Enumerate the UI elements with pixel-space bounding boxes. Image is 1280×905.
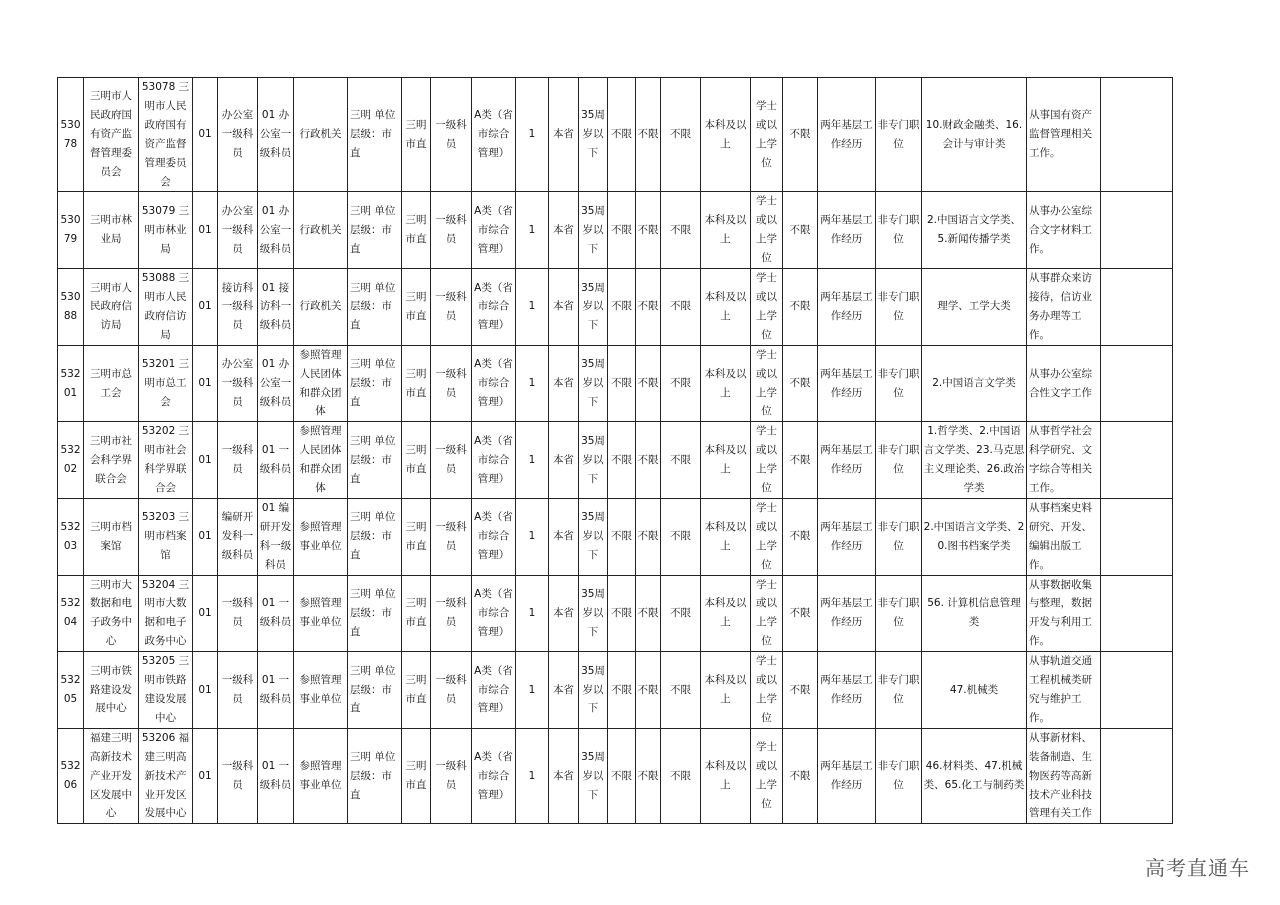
headcount: 1 <box>516 192 549 269</box>
position-name: 一级科员 <box>218 422 258 499</box>
position-name: 一级科员 <box>218 575 258 652</box>
unit-code-name: 53201 三明市总工会 <box>139 345 193 422</box>
gender: 不限 <box>608 192 636 269</box>
ethnicity: 不限 <box>636 345 661 422</box>
position-number: 01 <box>193 498 218 575</box>
major: 47.机械类 <box>922 652 1027 729</box>
position-name: 接访科一级科员 <box>218 269 258 346</box>
position-number: 01 <box>193 652 218 729</box>
position-name: 办公室一级科员 <box>218 192 258 269</box>
duties: 从事哲学社会科学研究、文字综合等相关工作。 <box>1027 422 1101 499</box>
unit-level: 三明 单位层级：市直 <box>348 575 402 652</box>
duties: 从事办公室综合文字材料工作。 <box>1027 192 1101 269</box>
position-code-name: 01 一级科员 <box>258 422 294 499</box>
remarks <box>1101 728 1173 824</box>
political-status: 不限 <box>661 192 701 269</box>
unit-nature: 行政机关 <box>294 78 348 192</box>
ethnicity: 不限 <box>636 192 661 269</box>
unit-nature: 参照管理人民团体和群众团体 <box>294 422 348 499</box>
age-limit: 35周岁以下 <box>579 269 608 346</box>
gender: 不限 <box>608 575 636 652</box>
degree: 学士或以上学位 <box>751 422 783 499</box>
position-name: 编研开发科一级科员 <box>218 498 258 575</box>
work-experience: 两年基层工作经历 <box>818 345 876 422</box>
exam-category: A类（省市综合管理） <box>472 345 516 422</box>
headcount: 1 <box>516 78 549 192</box>
position-rank: 一级科员 <box>431 652 472 729</box>
unit-level: 三明 单位层级：市直 <box>348 422 402 499</box>
work-experience: 两年基层工作经历 <box>818 652 876 729</box>
gender: 不限 <box>608 652 636 729</box>
headcount: 1 <box>516 575 549 652</box>
gender: 不限 <box>608 728 636 824</box>
political-status: 不限 <box>661 728 701 824</box>
position-code: 53079 <box>58 192 84 269</box>
remarks <box>1101 652 1173 729</box>
age-limit: 35周岁以下 <box>579 78 608 192</box>
remarks <box>1101 575 1173 652</box>
position-number: 01 <box>193 78 218 192</box>
position-code-name: 01 办公室一级科员 <box>258 78 294 192</box>
unit-nature: 参照管理人民团体和群众团体 <box>294 345 348 422</box>
exam-category: A类（省市综合管理） <box>472 575 516 652</box>
position-code: 53204 <box>58 575 84 652</box>
gender: 不限 <box>608 345 636 422</box>
position-type: 非专门职位 <box>876 728 922 824</box>
work-experience: 两年基层工作经历 <box>818 422 876 499</box>
exam-category: A类（省市综合管理） <box>472 422 516 499</box>
unit-level: 三明 单位层级：市直 <box>348 78 402 192</box>
table-body <box>58 78 1173 824</box>
education: 本科及以上 <box>701 78 751 192</box>
region: 三明市直 <box>402 728 431 824</box>
education: 本科及以上 <box>701 575 751 652</box>
exam-category: A类（省市综合管理） <box>472 728 516 824</box>
work-experience: 两年基层工作经历 <box>818 728 876 824</box>
study-form: 不限 <box>783 498 818 575</box>
table-row <box>58 422 1173 499</box>
study-form: 不限 <box>783 192 818 269</box>
region: 三明市直 <box>402 575 431 652</box>
education: 本科及以上 <box>701 498 751 575</box>
recruiting-unit: 三明市人民政府国有资产监督管理委员会 <box>84 78 139 192</box>
table-row <box>58 78 1173 192</box>
household-registration: 本省 <box>549 78 579 192</box>
unit-nature: 参照管理事业单位 <box>294 575 348 652</box>
unit-nature: 参照管理事业单位 <box>294 498 348 575</box>
age-limit: 35周岁以下 <box>579 575 608 652</box>
position-type: 非专门职位 <box>876 498 922 575</box>
study-form: 不限 <box>783 575 818 652</box>
unit-level: 三明 单位层级：市直 <box>348 652 402 729</box>
duties: 从事数据收集与整理，数据开发与利用工作。 <box>1027 575 1101 652</box>
exam-category: A类（省市综合管理） <box>472 498 516 575</box>
household-registration: 本省 <box>549 575 579 652</box>
major: 46.材料类、47.机械类、65.化工与制药类 <box>922 728 1027 824</box>
gender: 不限 <box>608 422 636 499</box>
work-experience: 两年基层工作经历 <box>818 498 876 575</box>
position-code: 53078 <box>58 78 84 192</box>
political-status: 不限 <box>661 78 701 192</box>
degree: 学士或以上学位 <box>751 575 783 652</box>
degree: 学士或以上学位 <box>751 192 783 269</box>
region: 三明市直 <box>402 78 431 192</box>
degree: 学士或以上学位 <box>751 269 783 346</box>
education: 本科及以上 <box>701 728 751 824</box>
household-registration: 本省 <box>549 345 579 422</box>
study-form: 不限 <box>783 78 818 192</box>
major: 2.中国语言文学类、20.图书档案学类 <box>922 498 1027 575</box>
duties: 从事国有资产监督管理相关工作。 <box>1027 78 1101 192</box>
unit-nature: 参照管理事业单位 <box>294 728 348 824</box>
education: 本科及以上 <box>701 192 751 269</box>
region: 三明市直 <box>402 422 431 499</box>
position-code-name: 01 一级科员 <box>258 575 294 652</box>
headcount: 1 <box>516 345 549 422</box>
unit-nature: 行政机关 <box>294 192 348 269</box>
unit-nature: 行政机关 <box>294 269 348 346</box>
position-code: 53201 <box>58 345 84 422</box>
duties: 从事轨道交通工程机械类研究与维护工作。 <box>1027 652 1101 729</box>
ethnicity: 不限 <box>636 498 661 575</box>
position-type: 非专门职位 <box>876 192 922 269</box>
position-code-name: 01 接访科一级科员 <box>258 269 294 346</box>
position-code-name: 01 编研开发科一级科员 <box>258 498 294 575</box>
recruiting-unit: 三明市林业局 <box>84 192 139 269</box>
ethnicity: 不限 <box>636 78 661 192</box>
unit-code-name: 53206 福建三明高新技术产业开发区发展中心 <box>139 728 193 824</box>
table-row <box>58 498 1173 575</box>
remarks <box>1101 78 1173 192</box>
position-rank: 一级科员 <box>431 575 472 652</box>
position-rank: 一级科员 <box>431 78 472 192</box>
unit-level: 三明 单位层级：市直 <box>348 192 402 269</box>
household-registration: 本省 <box>549 498 579 575</box>
gender: 不限 <box>608 78 636 192</box>
position-number: 01 <box>193 728 218 824</box>
study-form: 不限 <box>783 652 818 729</box>
position-code-name: 01 一级科员 <box>258 728 294 824</box>
headcount: 1 <box>516 652 549 729</box>
position-rank: 一级科员 <box>431 269 472 346</box>
remarks <box>1101 422 1173 499</box>
gender: 不限 <box>608 498 636 575</box>
position-code: 53088 <box>58 269 84 346</box>
position-name: 办公室一级科员 <box>218 78 258 192</box>
household-registration: 本省 <box>549 192 579 269</box>
recruiting-unit: 福建三明高新技术产业开发区发展中心 <box>84 728 139 824</box>
political-status: 不限 <box>661 345 701 422</box>
ethnicity: 不限 <box>636 728 661 824</box>
position-number: 01 <box>193 269 218 346</box>
work-experience: 两年基层工作经历 <box>818 269 876 346</box>
unit-code-name: 53088 三明市人民政府信访局 <box>139 269 193 346</box>
position-name: 一级科员 <box>218 728 258 824</box>
duties: 从事群众来访接待，信访业务办理等工作。 <box>1027 269 1101 346</box>
remarks <box>1101 269 1173 346</box>
table-row <box>58 269 1173 346</box>
education: 本科及以上 <box>701 422 751 499</box>
household-registration: 本省 <box>549 652 579 729</box>
education: 本科及以上 <box>701 345 751 422</box>
degree: 学士或以上学位 <box>751 652 783 729</box>
headcount: 1 <box>516 422 549 499</box>
headcount: 1 <box>516 498 549 575</box>
unit-level: 三明 单位层级：市直 <box>348 269 402 346</box>
table-row <box>58 728 1173 824</box>
political-status: 不限 <box>661 422 701 499</box>
position-rank: 一级科员 <box>431 345 472 422</box>
position-code: 53203 <box>58 498 84 575</box>
political-status: 不限 <box>661 652 701 729</box>
degree: 学士或以上学位 <box>751 345 783 422</box>
unit-level: 三明 单位层级：市直 <box>348 345 402 422</box>
age-limit: 35周岁以下 <box>579 422 608 499</box>
study-form: 不限 <box>783 269 818 346</box>
major: 1.哲学类、2.中国语言文学类、23.马克思主义理论类、26.政治学类 <box>922 422 1027 499</box>
position-code: 53205 <box>58 652 84 729</box>
unit-level: 三明 单位层级：市直 <box>348 728 402 824</box>
duties: 从事档案史料研究、开发、编辑出版工作。 <box>1027 498 1101 575</box>
remarks <box>1101 498 1173 575</box>
duties: 从事新材料、装备制造、生物医药等高新技术产业科技管理有关工作 <box>1027 728 1101 824</box>
ethnicity: 不限 <box>636 422 661 499</box>
exam-category: A类（省市综合管理） <box>472 192 516 269</box>
recruiting-unit: 三明市大数据和电子政务中心 <box>84 575 139 652</box>
household-registration: 本省 <box>549 269 579 346</box>
recruiting-unit: 三明市铁路建设发展中心 <box>84 652 139 729</box>
position-type: 非专门职位 <box>876 652 922 729</box>
duties: 从事办公室综合性文字工作 <box>1027 345 1101 422</box>
study-form: 不限 <box>783 728 818 824</box>
recruiting-unit: 三明市总工会 <box>84 345 139 422</box>
age-limit: 35周岁以下 <box>579 728 608 824</box>
table-row <box>58 192 1173 269</box>
ethnicity: 不限 <box>636 269 661 346</box>
position-type: 非专门职位 <box>876 269 922 346</box>
exam-category: A类（省市综合管理） <box>472 269 516 346</box>
region: 三明市直 <box>402 192 431 269</box>
work-experience: 两年基层工作经历 <box>818 78 876 192</box>
study-form: 不限 <box>783 422 818 499</box>
unit-code-name: 53203 三明市档案馆 <box>139 498 193 575</box>
region: 三明市直 <box>402 498 431 575</box>
region: 三明市直 <box>402 269 431 346</box>
table-row <box>58 575 1173 652</box>
major: 10.财政金融类、16.会计与审计类 <box>922 78 1027 192</box>
position-name: 一级科员 <box>218 652 258 729</box>
ethnicity: 不限 <box>636 652 661 729</box>
political-status: 不限 <box>661 498 701 575</box>
position-rank: 一级科员 <box>431 192 472 269</box>
position-rank: 一级科员 <box>431 498 472 575</box>
degree: 学士或以上学位 <box>751 728 783 824</box>
education: 本科及以上 <box>701 652 751 729</box>
work-experience: 两年基层工作经历 <box>818 192 876 269</box>
remarks <box>1101 192 1173 269</box>
position-type: 非专门职位 <box>876 422 922 499</box>
unit-code-name: 53205 三明市铁路建设发展中心 <box>139 652 193 729</box>
unit-level: 三明 单位层级：市直 <box>348 498 402 575</box>
remarks <box>1101 345 1173 422</box>
headcount: 1 <box>516 269 549 346</box>
age-limit: 35周岁以下 <box>579 345 608 422</box>
position-code-name: 01 办公室一级科员 <box>258 345 294 422</box>
position-name: 办公室一级科员 <box>218 345 258 422</box>
major: 理学、工学大类 <box>922 269 1027 346</box>
unit-code-name: 53078 三明市人民政府国有资产监督管理委员会 <box>139 78 193 192</box>
position-number: 01 <box>193 422 218 499</box>
position-number: 01 <box>193 575 218 652</box>
table-row <box>58 652 1173 729</box>
position-type: 非专门职位 <box>876 345 922 422</box>
position-table <box>57 77 1173 824</box>
position-rank: 一级科员 <box>431 422 472 499</box>
education: 本科及以上 <box>701 269 751 346</box>
ethnicity: 不限 <box>636 575 661 652</box>
watermark-text: 高考直通车 <box>1145 856 1250 880</box>
recruiting-unit: 三明市社会科学界联合会 <box>84 422 139 499</box>
work-experience: 两年基层工作经历 <box>818 575 876 652</box>
unit-code-name: 53202 三明市社会科学界联合会 <box>139 422 193 499</box>
household-registration: 本省 <box>549 422 579 499</box>
major: 2.中国语言文学类 <box>922 345 1027 422</box>
position-type: 非专门职位 <box>876 575 922 652</box>
unit-code-name: 53079 三明市林业局 <box>139 192 193 269</box>
major: 2.中国语言文学类、5.新闻传播学类 <box>922 192 1027 269</box>
political-status: 不限 <box>661 575 701 652</box>
region: 三明市直 <box>402 345 431 422</box>
exam-category: A类（省市综合管理） <box>472 652 516 729</box>
position-code: 53202 <box>58 422 84 499</box>
position-code-name: 01 办公室一级科员 <box>258 192 294 269</box>
position-code: 53206 <box>58 728 84 824</box>
region: 三明市直 <box>402 652 431 729</box>
political-status: 不限 <box>661 269 701 346</box>
position-rank: 一级科员 <box>431 728 472 824</box>
major: 56. 计算机信息管理类 <box>922 575 1027 652</box>
position-type: 非专门职位 <box>876 78 922 192</box>
household-registration: 本省 <box>549 728 579 824</box>
recruiting-unit: 三明市人民政府信访局 <box>84 269 139 346</box>
table-row <box>58 345 1173 422</box>
recruiting-unit: 三明市档案馆 <box>84 498 139 575</box>
exam-category: A类（省市综合管理） <box>472 78 516 192</box>
study-form: 不限 <box>783 345 818 422</box>
unit-nature: 参照管理事业单位 <box>294 652 348 729</box>
degree: 学士或以上学位 <box>751 498 783 575</box>
position-number: 01 <box>193 192 218 269</box>
age-limit: 35周岁以下 <box>579 498 608 575</box>
position-code-name: 01 一级科员 <box>258 652 294 729</box>
age-limit: 35周岁以下 <box>579 652 608 729</box>
degree: 学士或以上学位 <box>751 78 783 192</box>
position-number: 01 <box>193 345 218 422</box>
gender: 不限 <box>608 269 636 346</box>
age-limit: 35周岁以下 <box>579 192 608 269</box>
headcount: 1 <box>516 728 549 824</box>
unit-code-name: 53204 三明市大数据和电子政务中心 <box>139 575 193 652</box>
